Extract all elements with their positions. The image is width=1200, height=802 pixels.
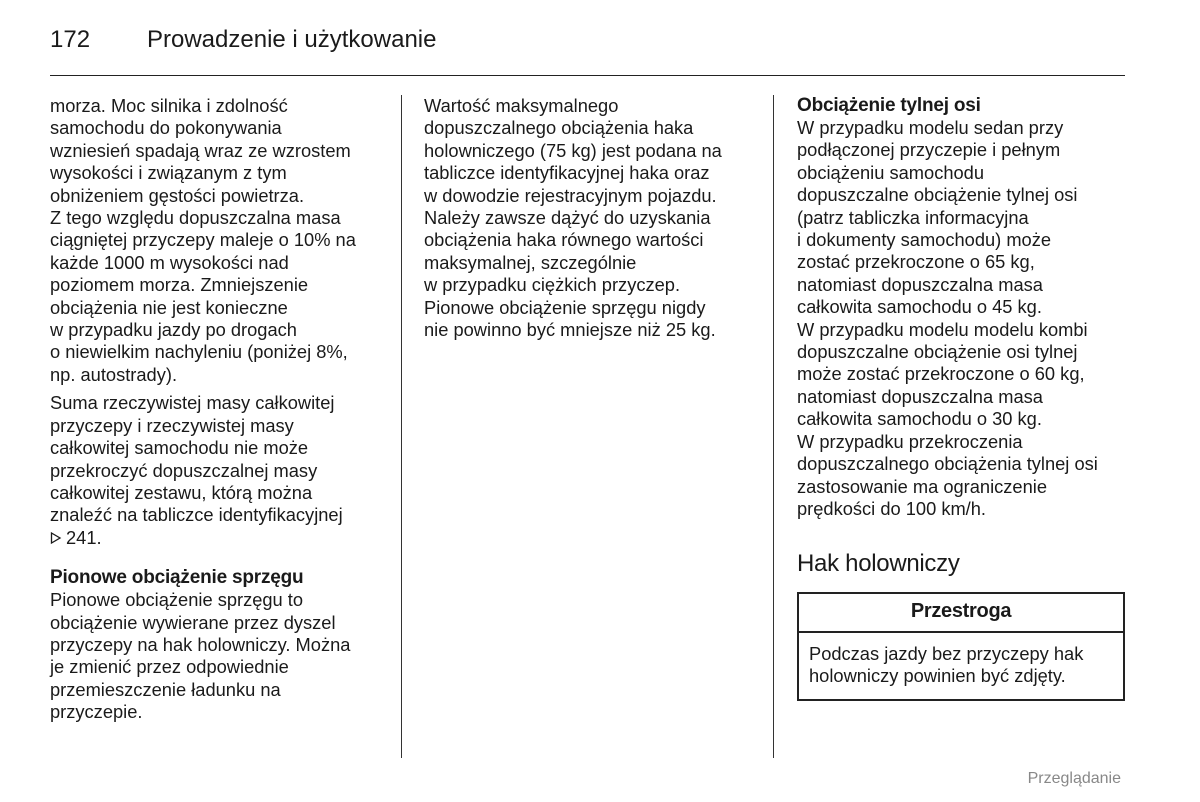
paragraph-vertical-load [50, 589, 390, 723]
text-line: natomiast dopuszczalna masa [797, 385, 1043, 407]
page-reference-link[interactable]: 241. [66, 526, 102, 548]
text-line: ciągniętej przyczepy maleje o 10% na [50, 229, 356, 251]
text-line: Z tego względu dopuszczalna masa [50, 207, 341, 229]
page-header [50, 24, 1125, 76]
subheading-rear-axle-load: Obciążenie tylnej osi [797, 95, 981, 116]
text-line: znaleźć na tabliczce identyfikacyjnej [50, 504, 343, 526]
section-title-tow-hitch: Hak holowniczy [797, 550, 960, 578]
text-line: W przypadku modelu modelu kombi [797, 318, 1088, 340]
text-line: w przypadku ciężkich przyczep. [424, 274, 681, 296]
text-line: obciążeniu samochodu [797, 161, 984, 183]
column-divider-2 [773, 95, 774, 758]
text-line: może zostać przekroczone o 60 kg, [797, 363, 1085, 385]
header-divider [50, 75, 1125, 76]
text-line: obciążenie wywierane przez dyszel [50, 611, 336, 633]
text-line: natomiast dopuszczalna masa [797, 273, 1043, 295]
text-line: poziomem morza. Zmniejszenie [50, 274, 309, 296]
text-line: zastosowanie ma ograniczenie [797, 475, 1047, 497]
text-line: przyczepy i rzeczywistej masy [50, 414, 294, 436]
text-line: morza. Moc silnika i zdolność [50, 95, 288, 116]
text-line: obciążenia nie jest konieczne [50, 296, 288, 318]
text-line: holowniczego (75 kg) jest podana na [424, 139, 722, 161]
page-number: 172 [50, 26, 91, 53]
text-line: wzniesień spadają wraz ze wzrostem [50, 139, 351, 161]
text-line: w dowodzie rejestracyjnym pojazdu. [424, 184, 717, 206]
page-reference-arrow-icon [50, 528, 62, 542]
text-line: każde 1000 m wysokości nad [50, 251, 289, 273]
text-line: np. autostrady). [50, 363, 178, 385]
text-line: przyczepy na hak holowniczy. Można [50, 633, 351, 655]
text-line: dopuszczalne obciążenie tylnej osi [797, 184, 1078, 206]
text-line: Podczas jazdy bez przyczepy hak [809, 642, 1084, 664]
paragraph-rear-axle-load [797, 117, 1127, 520]
text-line: je zmienić przez odpowiednie [50, 656, 289, 678]
text-line: całkowita samochodu o 45 kg. [797, 296, 1042, 318]
text-line: Pionowe obciążenie sprzęgu to [50, 589, 304, 611]
text-line: obciążenia haka równego wartości [424, 229, 704, 251]
text-line: (patrz tabliczka informacyjna [797, 206, 1029, 228]
text-line: podłączonej przyczepie i pełnym [797, 139, 1061, 161]
text-line: zostać przekroczone o 65 kg, [797, 251, 1035, 273]
text-line: całkowitej zestawu, którą można [50, 481, 313, 503]
text-line: prędkości do 100 km/h. [797, 497, 987, 519]
text-line: całkowita samochodu o 30 kg. [797, 408, 1042, 430]
paragraph-total-mass [50, 392, 390, 549]
text-line: Suma rzeczywistej masy całkowitej [50, 392, 335, 414]
text-line: całkowitej samochodu nie może [50, 437, 309, 459]
caution-box [797, 592, 1125, 700]
text-line: tabliczce identyfikacyjnej haka oraz [424, 162, 710, 184]
text-line: dopuszczalnego obciążenia tylnej osi [797, 453, 1098, 475]
text-line: i dokumenty samochodu) może [797, 229, 1052, 251]
column-3 [797, 95, 1127, 701]
caution-title: Przestroga [799, 594, 1123, 632]
text-line: W przypadku modelu sedan przy [797, 117, 1064, 138]
text-line: samochodu do pokonywania [50, 117, 282, 139]
text-line: maksymalnej, szczególnie [424, 251, 637, 273]
text-line: nie powinno być mniejsze niż 25 kg. [424, 319, 716, 341]
chapter-title: Prowadzenie i użytkowanie [147, 26, 437, 53]
text-line: o niewielkim nachyleniu (poniżej 8%, [50, 341, 348, 363]
text-line: Wartość maksymalnego [424, 95, 619, 116]
text-line: przemieszczenie ładunku na [50, 678, 281, 700]
column-1 [50, 95, 390, 724]
text-line: w przypadku jazdy po drogach [50, 319, 297, 341]
text-line: wysokości i związanym z tym [50, 162, 287, 184]
text-line: przekroczyć dopuszczalnej masy [50, 459, 318, 481]
text-line: dopuszczalne obciążenie osi tylnej [797, 341, 1078, 363]
paragraph-altitude [50, 95, 390, 386]
footer-label: Przeglądanie [1027, 770, 1121, 787]
caution-text [799, 633, 1123, 699]
subheading-vertical-load: Pionowe obciążenie sprzęgu [50, 567, 304, 589]
text-line: dopuszczalnego obciążenia haka [424, 117, 694, 139]
column-2 [424, 95, 764, 341]
text-line: przyczepie. [50, 701, 143, 723]
text-line: W przypadku przekroczenia [797, 430, 1023, 452]
paragraph-max-hitch-load [424, 95, 764, 341]
text-line: obniżeniem gęstości powietrza. [50, 184, 305, 206]
text-line: Należy zawsze dążyć do uzyskania [424, 207, 711, 229]
text-line: holowniczy powinien być zdjęty. [809, 665, 1066, 687]
text-line: Pionowe obciążenie sprzęgu nigdy [424, 296, 706, 318]
column-divider-1 [401, 95, 402, 758]
